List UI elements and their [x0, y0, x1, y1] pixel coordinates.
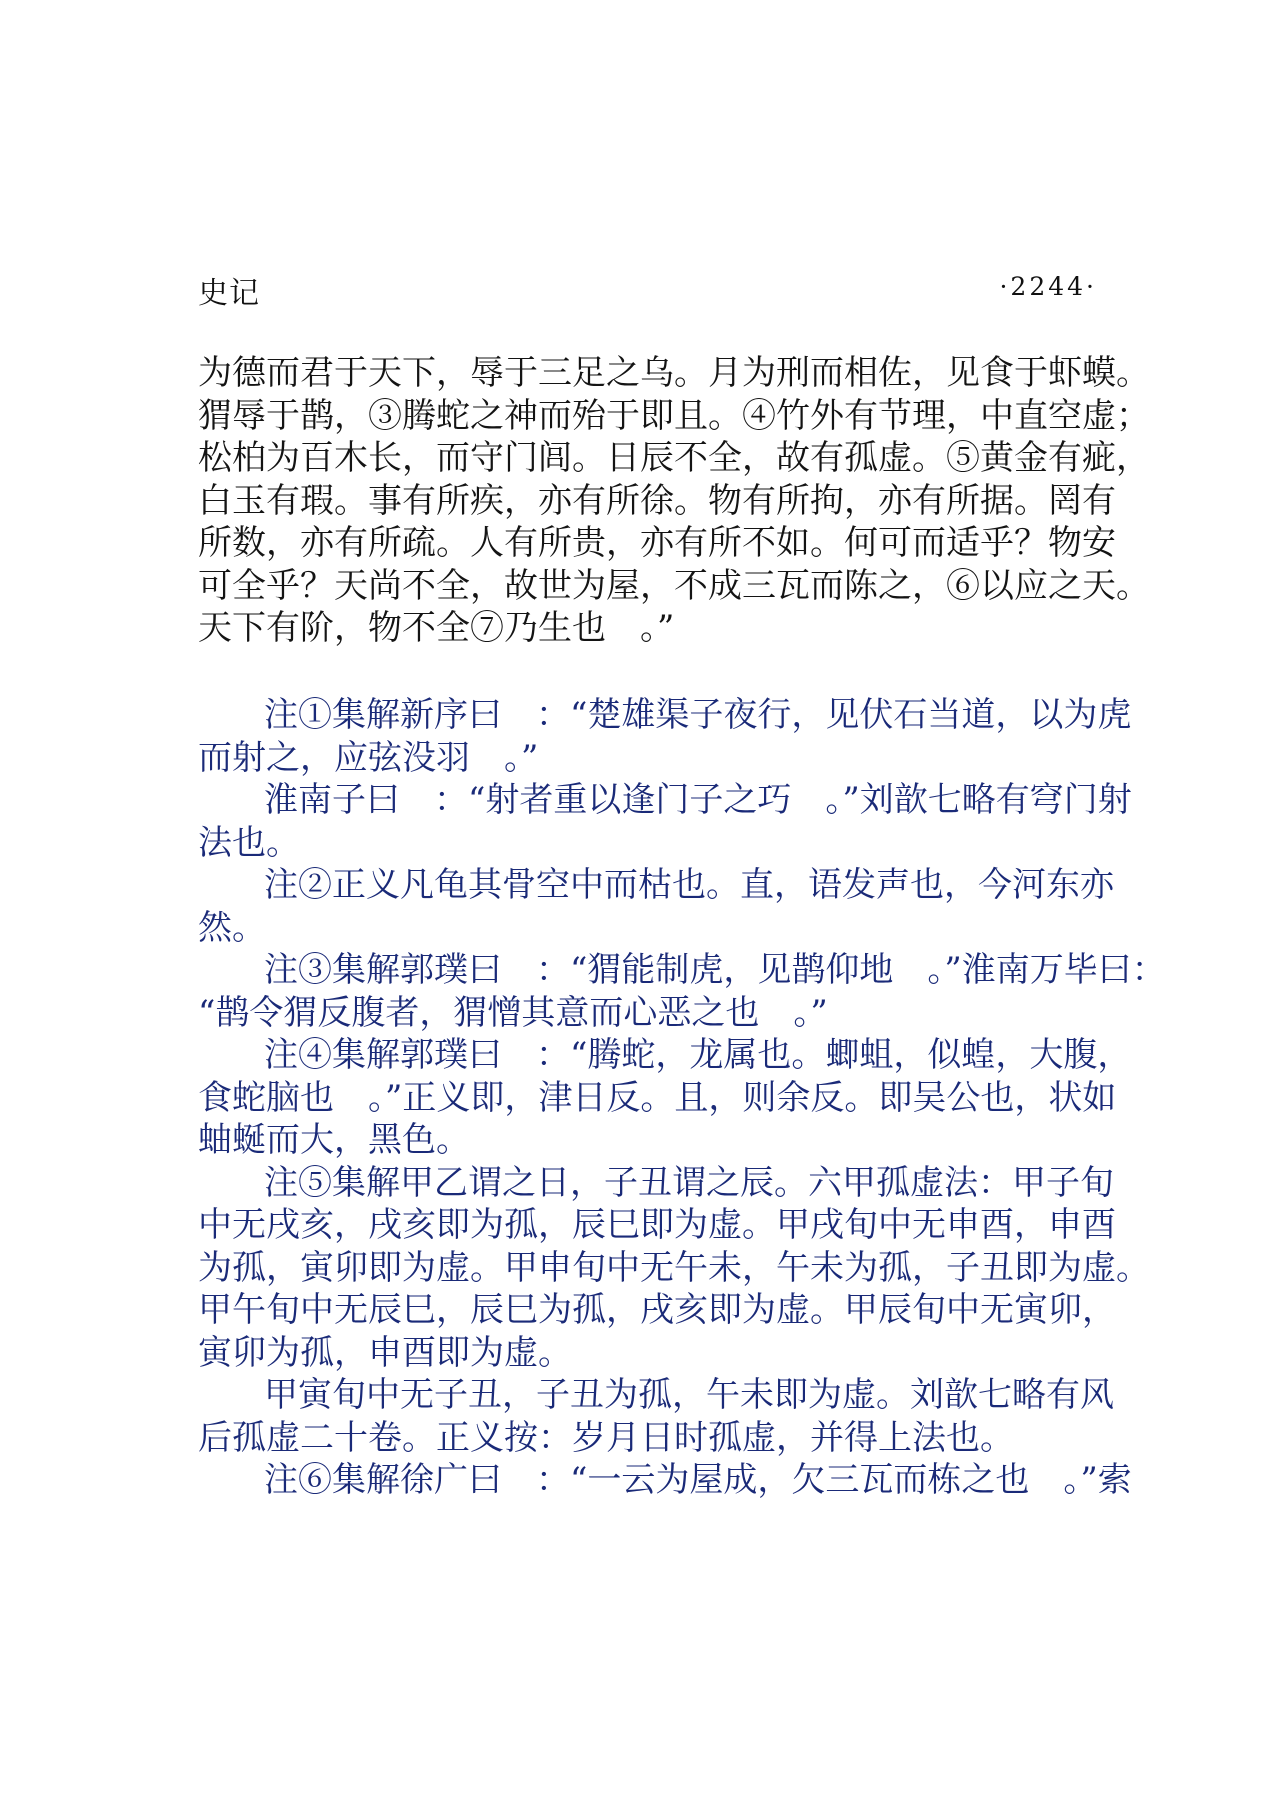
note-line: 注③集解郭璞曰 ：“猬能制虎，见鹊仰地 。”淮南万毕曰：: [264, 950, 1166, 990]
main-text-line: 为德而君于天下，辱于三足之乌。月为刑而相佐，见食于虾蟆。: [198, 353, 1150, 393]
main-text-line: 天下有阶，物不全⑦乃生也 。”: [198, 608, 675, 648]
note-line: 后孤虚二十卷。正义按：岁月日时孤虚，并得上法也。: [198, 1417, 1014, 1458]
note-line: 中无戌亥，戌亥即为孤，辰巳即为虚。甲戌旬中无申酉，申酉: [198, 1205, 1116, 1245]
note-line: 注④集解郭璞曰 ：“腾蛇，龙属也。蝍蛆，似蝗，大腹，: [264, 1035, 1132, 1075]
main-text: [198, 352, 1150, 650]
note-line: 而射之，应弦没羽 。”: [198, 737, 539, 778]
note-line: 食蛇脑也 。”正义即，津日反。且，则余反。即吴公也，状如: [198, 1077, 1117, 1118]
main-text-line: 猬辱于鹊，③腾蛇之神而殆于即且。④竹外有节理，中直空虚；: [198, 395, 1150, 436]
note-line: 注②正义凡龟其骨空中而枯也。直，语发声也，今河东亦: [264, 865, 1114, 905]
main-text-line: 松柏为百木长，而守门闾。日辰不全，故有孤虚。⑤黄金有疵，: [198, 438, 1150, 478]
note-line: 寅卯为孤，申酉即为虚。: [198, 1332, 572, 1373]
note-line: 注①集解新序曰 ：“楚雄渠子夜行，见伏石当道，以为虎: [264, 695, 1132, 735]
note-line: 注⑥集解徐广曰 ：“一云为屋成，欠三瓦而栋之也 。”索: [264, 1460, 1132, 1500]
page-number: ·2244·: [999, 272, 1097, 301]
note-line: 为孤，寅卯即为虚。甲申旬中无午未，午未为孤，子丑即为虚。: [198, 1247, 1150, 1288]
main-text-line: 可全乎？天尚不全，故世为屋，不成三瓦而陈之，⑥以应之天。: [198, 565, 1150, 606]
note-line: “鹊令猬反腹者，猬憎其意而心恶之也 。”: [198, 992, 828, 1033]
note-line: 甲午旬中无辰巳，辰巳为孤，戌亥即为虚。甲辰旬中无寅卯，: [198, 1290, 1116, 1330]
note-line: 法也。: [198, 822, 300, 863]
main-text-line: 所数，亦有所疏。人有所贵，亦有所不如。何可而适乎？物安: [198, 523, 1116, 563]
note-line: 淮南子曰 ：“射者重以逢门子之巧 。”刘歆七略有穹门射: [264, 780, 1132, 820]
note-line: 注⑤集解甲乙谓之日，子丑谓之辰。六甲孤虚法：甲子旬: [264, 1162, 1114, 1203]
main-text-line: 白玉有瑕。事有所疾，亦有所徐。物有所拘，亦有所据。罔有: [198, 480, 1116, 521]
annotation-notes: [198, 694, 1166, 1502]
book-title: 史记: [198, 276, 260, 311]
note-line: 甲寅旬中无子丑，子丑为孤，午未即为虚。刘歆七略有风: [264, 1375, 1114, 1415]
note-line: 蚰蜒而大，黑色。: [198, 1120, 470, 1160]
note-line: 然。: [198, 907, 266, 948]
